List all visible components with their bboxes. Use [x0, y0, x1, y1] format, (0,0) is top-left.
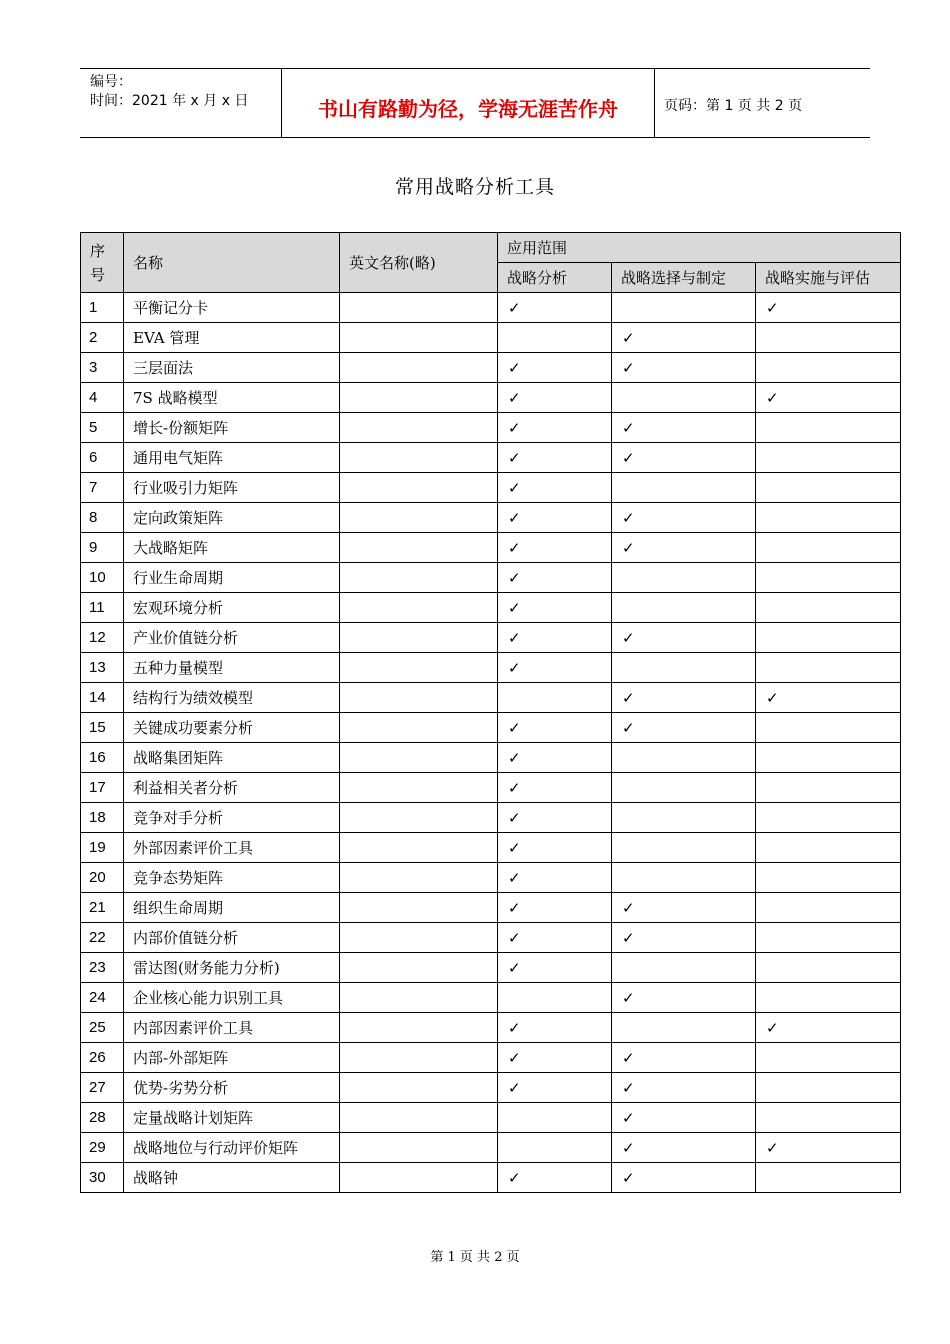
check-mark-icon: ✓ [508, 1048, 521, 1067]
row-check-implement [756, 713, 901, 743]
row-check-implement [756, 353, 901, 383]
row-check-choice [612, 473, 756, 503]
row-check-implement [756, 623, 901, 653]
row-check-analysis [498, 683, 612, 713]
table-row [81, 503, 901, 533]
row-check-implement [756, 1043, 901, 1073]
row-check-choice [612, 833, 756, 863]
row-name: 定向政策矩阵 [124, 503, 340, 533]
row-number: 12 [81, 623, 124, 653]
check-mark-icon: ✓ [508, 958, 521, 977]
check-mark-icon: ✓ [622, 538, 635, 557]
row-check-choice [612, 923, 756, 953]
row-check-analysis [498, 863, 612, 893]
row-english-name [340, 473, 498, 503]
check-mark-icon: ✓ [508, 508, 521, 527]
check-mark-icon: ✓ [508, 808, 521, 827]
row-name: EVA 管理 [124, 323, 340, 353]
check-mark-icon: ✓ [622, 718, 635, 737]
row-check-analysis [498, 923, 612, 953]
check-mark-icon: ✓ [622, 1108, 635, 1127]
row-check-implement [756, 893, 901, 923]
row-number: 20 [81, 863, 124, 893]
header-scope-implement: 战略实施与评估 [756, 263, 901, 293]
row-check-analysis [498, 803, 612, 833]
table-row [81, 683, 901, 713]
row-english-name [340, 1013, 498, 1043]
row-check-analysis [498, 413, 612, 443]
table-row [81, 863, 901, 893]
table-row [81, 983, 901, 1013]
row-english-name [340, 293, 498, 323]
row-check-choice [612, 413, 756, 443]
row-check-choice [612, 323, 756, 353]
row-check-analysis [498, 443, 612, 473]
table-row [81, 593, 901, 623]
row-english-name [340, 1073, 498, 1103]
table-row [81, 1043, 901, 1073]
row-english-name [340, 563, 498, 593]
row-check-choice [612, 383, 756, 413]
row-check-analysis [498, 473, 612, 503]
row-number: 3 [81, 353, 124, 383]
row-check-choice [612, 503, 756, 533]
check-mark-icon: ✓ [622, 928, 635, 947]
row-check-analysis [498, 1013, 612, 1043]
row-check-analysis [498, 1043, 612, 1073]
number-label: 编号： [90, 74, 132, 90]
time-label: 时间：2021 年 x 月 x 日 [90, 93, 249, 109]
row-english-name [340, 1103, 498, 1133]
row-check-implement [756, 1103, 901, 1133]
row-name: 内部-外部矩阵 [124, 1043, 340, 1073]
row-name: 企业核心能力识别工具 [124, 983, 340, 1013]
row-check-implement [756, 1133, 901, 1163]
row-english-name [340, 413, 498, 443]
check-mark-icon: ✓ [622, 988, 635, 1007]
table-row [81, 743, 901, 773]
row-number: 17 [81, 773, 124, 803]
row-check-choice [612, 623, 756, 653]
row-english-name [340, 983, 498, 1013]
row-check-choice [612, 1073, 756, 1103]
row-check-analysis [498, 323, 612, 353]
row-english-name [340, 503, 498, 533]
table-row [81, 563, 901, 593]
row-check-implement [756, 443, 901, 473]
table-row [81, 353, 901, 383]
row-check-choice [612, 293, 756, 323]
row-number: 30 [81, 1163, 124, 1193]
row-check-implement [756, 923, 901, 953]
row-check-implement [756, 1163, 901, 1193]
row-number: 2 [81, 323, 124, 353]
row-english-name [340, 893, 498, 923]
table-row [81, 1133, 901, 1163]
check-mark-icon: ✓ [508, 928, 521, 947]
row-check-implement [756, 653, 901, 683]
row-check-choice [612, 743, 756, 773]
row-number: 9 [81, 533, 124, 563]
row-check-implement [756, 533, 901, 563]
row-english-name [340, 653, 498, 683]
row-name: 行业吸引力矩阵 [124, 473, 340, 503]
row-name: 内部因素评价工具 [124, 1013, 340, 1043]
row-check-analysis [498, 953, 612, 983]
row-number: 15 [81, 713, 124, 743]
row-number: 11 [81, 593, 124, 623]
row-check-implement [756, 833, 901, 863]
check-mark-icon: ✓ [622, 1078, 635, 1097]
row-check-analysis [498, 383, 612, 413]
row-number: 25 [81, 1013, 124, 1043]
row-check-implement [756, 953, 901, 983]
row-number: 4 [81, 383, 124, 413]
row-check-analysis [498, 833, 612, 863]
row-check-analysis [498, 773, 612, 803]
row-check-implement [756, 683, 901, 713]
row-check-analysis [498, 893, 612, 923]
row-number: 22 [81, 923, 124, 953]
check-mark-icon: ✓ [622, 508, 635, 527]
check-mark-icon: ✓ [508, 778, 521, 797]
check-mark-icon: ✓ [508, 748, 521, 767]
row-number: 10 [81, 563, 124, 593]
table-row [81, 653, 901, 683]
row-check-analysis [498, 563, 612, 593]
row-check-analysis [498, 1103, 612, 1133]
row-name: 战略地位与行动评价矩阵 [124, 1133, 340, 1163]
row-check-analysis [498, 353, 612, 383]
row-name: 竞争对手分析 [124, 803, 340, 833]
row-english-name [340, 923, 498, 953]
row-number: 1 [81, 293, 124, 323]
row-name: 定量战略计划矩阵 [124, 1103, 340, 1133]
row-check-implement [756, 803, 901, 833]
row-english-name [340, 833, 498, 863]
row-check-implement [756, 1073, 901, 1103]
row-name: 宏观环境分析 [124, 593, 340, 623]
row-name: 平衡记分卡 [124, 293, 340, 323]
row-check-implement [756, 383, 901, 413]
row-name: 通用电气矩阵 [124, 443, 340, 473]
row-number: 14 [81, 683, 124, 713]
header-name: 名称 [124, 233, 340, 293]
check-mark-icon: ✓ [766, 298, 779, 317]
row-check-choice [612, 563, 756, 593]
check-mark-icon: ✓ [622, 418, 635, 437]
row-number: 23 [81, 953, 124, 983]
row-name: 战略集团矩阵 [124, 743, 340, 773]
row-number: 18 [81, 803, 124, 833]
row-name: 雷达图(财务能力分析) [124, 953, 340, 983]
row-number: 28 [81, 1103, 124, 1133]
row-english-name [340, 593, 498, 623]
table-header-row [81, 233, 901, 263]
table-row [81, 323, 901, 353]
row-number: 21 [81, 893, 124, 923]
row-english-name [340, 743, 498, 773]
motto-text: 书山有路勤为径，学海无涯苦作舟 [318, 97, 618, 121]
table-row [81, 713, 901, 743]
row-check-choice [612, 1043, 756, 1073]
check-mark-icon: ✓ [508, 598, 521, 617]
row-english-name [340, 623, 498, 653]
row-name: 三层面法 [124, 353, 340, 383]
row-check-implement [756, 293, 901, 323]
row-check-choice [612, 803, 756, 833]
row-name: 内部价值链分析 [124, 923, 340, 953]
header-english: 英文名称(略) [340, 233, 498, 293]
table-row [81, 443, 901, 473]
header-scope-choice: 战略选择与制定 [612, 263, 756, 293]
row-check-choice [612, 863, 756, 893]
check-mark-icon: ✓ [508, 628, 521, 647]
row-check-choice [612, 443, 756, 473]
row-check-analysis [498, 1073, 612, 1103]
check-mark-icon: ✓ [508, 1078, 521, 1097]
table-row [81, 533, 901, 563]
check-mark-icon: ✓ [508, 718, 521, 737]
row-english-name [340, 863, 498, 893]
row-name: 组织生命周期 [124, 893, 340, 923]
row-english-name [340, 443, 498, 473]
row-check-choice [612, 1163, 756, 1193]
check-mark-icon: ✓ [766, 1138, 779, 1157]
check-mark-icon: ✓ [622, 1138, 635, 1157]
row-english-name [340, 773, 498, 803]
row-name: 优势-劣势分析 [124, 1073, 340, 1103]
table-row [81, 1103, 901, 1133]
check-mark-icon: ✓ [622, 448, 635, 467]
row-name: 外部因素评价工具 [124, 833, 340, 863]
row-check-choice [612, 353, 756, 383]
row-english-name [340, 383, 498, 413]
row-number: 8 [81, 503, 124, 533]
header-scope: 应用范围 [498, 233, 901, 263]
row-check-implement [756, 863, 901, 893]
row-check-choice [612, 1013, 756, 1043]
row-number: 13 [81, 653, 124, 683]
check-mark-icon: ✓ [508, 568, 521, 587]
document-title: 常用战略分析工具 [394, 176, 555, 198]
row-english-name [340, 533, 498, 563]
row-number: 27 [81, 1073, 124, 1103]
table-row [81, 1073, 901, 1103]
row-check-choice [612, 533, 756, 563]
row-check-implement [756, 1013, 901, 1043]
table-row [81, 893, 901, 923]
row-check-choice [612, 773, 756, 803]
header-motto-cell [282, 69, 655, 137]
row-number: 5 [81, 413, 124, 443]
check-mark-icon: ✓ [622, 358, 635, 377]
strategy-tools-table [80, 232, 901, 1193]
table-row [81, 473, 901, 503]
row-check-analysis [498, 593, 612, 623]
row-number: 16 [81, 743, 124, 773]
row-name: 五种力量模型 [124, 653, 340, 683]
row-check-analysis [498, 1163, 612, 1193]
row-name: 竞争态势矩阵 [124, 863, 340, 893]
row-check-choice [612, 1133, 756, 1163]
row-check-analysis [498, 533, 612, 563]
check-mark-icon: ✓ [622, 898, 635, 917]
table-row [81, 773, 901, 803]
row-name: 结构行为绩效模型 [124, 683, 340, 713]
row-name: 行业生命周期 [124, 563, 340, 593]
check-mark-icon: ✓ [508, 358, 521, 377]
row-name: 大战略矩阵 [124, 533, 340, 563]
check-mark-icon: ✓ [508, 1168, 521, 1187]
check-mark-icon: ✓ [508, 478, 521, 497]
row-check-implement [756, 413, 901, 443]
row-number: 24 [81, 983, 124, 1013]
header-seq-line2: 号 [90, 265, 106, 284]
check-mark-icon: ✓ [622, 1168, 635, 1187]
header-seq-line1: 序 [90, 241, 106, 260]
row-check-choice [612, 1103, 756, 1133]
row-check-choice [612, 893, 756, 923]
row-english-name [340, 953, 498, 983]
check-mark-icon: ✓ [508, 658, 521, 677]
check-mark-icon: ✓ [622, 628, 635, 647]
row-english-name [340, 683, 498, 713]
check-mark-icon: ✓ [766, 1018, 779, 1037]
row-name: 利益相关者分析 [124, 773, 340, 803]
row-check-choice [612, 683, 756, 713]
row-english-name [340, 1043, 498, 1073]
row-check-implement [756, 503, 901, 533]
row-number: 7 [81, 473, 124, 503]
row-check-choice [612, 653, 756, 683]
check-mark-icon: ✓ [508, 868, 521, 887]
row-check-analysis [498, 983, 612, 1013]
table-row [81, 413, 901, 443]
document-header [80, 68, 870, 138]
table-row [81, 623, 901, 653]
row-check-analysis [498, 743, 612, 773]
check-mark-icon: ✓ [508, 898, 521, 917]
row-check-implement [756, 563, 901, 593]
check-mark-icon: ✓ [508, 538, 521, 557]
row-check-analysis [498, 293, 612, 323]
row-english-name [340, 1163, 498, 1193]
table-row [81, 923, 901, 953]
header-page-cell [655, 69, 870, 137]
check-mark-icon: ✓ [766, 688, 779, 707]
row-number: 6 [81, 443, 124, 473]
row-name: 战略钟 [124, 1163, 340, 1193]
row-check-implement [756, 743, 901, 773]
table-row [81, 293, 901, 323]
row-check-implement [756, 593, 901, 623]
check-mark-icon: ✓ [622, 328, 635, 347]
check-mark-icon: ✓ [508, 1018, 521, 1037]
row-check-implement [756, 323, 901, 353]
row-check-implement [756, 773, 901, 803]
row-check-choice [612, 983, 756, 1013]
row-check-implement [756, 473, 901, 503]
table-row [81, 803, 901, 833]
header-seq [81, 233, 124, 293]
row-number: 19 [81, 833, 124, 863]
row-english-name [340, 353, 498, 383]
table-row [81, 953, 901, 983]
row-check-analysis [498, 713, 612, 743]
check-mark-icon: ✓ [508, 448, 521, 467]
header-meta-cell [80, 69, 282, 137]
row-check-analysis [498, 653, 612, 683]
row-name: 增长-份额矩阵 [124, 413, 340, 443]
row-english-name [340, 1133, 498, 1163]
table-row [81, 1013, 901, 1043]
row-name: 产业价值链分析 [124, 623, 340, 653]
check-mark-icon: ✓ [622, 1048, 635, 1067]
check-mark-icon: ✓ [508, 418, 521, 437]
page-footer: 第 1 页 共 2 页 [430, 1250, 520, 1265]
row-number: 26 [81, 1043, 124, 1073]
table-row [81, 833, 901, 863]
check-mark-icon: ✓ [508, 298, 521, 317]
row-name: 7S 战略模型 [124, 383, 340, 413]
row-english-name [340, 803, 498, 833]
row-check-analysis [498, 503, 612, 533]
check-mark-icon: ✓ [508, 838, 521, 857]
row-english-name [340, 323, 498, 353]
row-english-name [340, 713, 498, 743]
page-label: 页码：第 1 页 共 2 页 [664, 98, 803, 114]
table-row [81, 383, 901, 413]
row-check-implement [756, 983, 901, 1013]
row-check-choice [612, 593, 756, 623]
row-number: 29 [81, 1133, 124, 1163]
row-check-choice [612, 713, 756, 743]
check-mark-icon: ✓ [508, 388, 521, 407]
table-row [81, 1163, 901, 1193]
row-check-choice [612, 953, 756, 983]
check-mark-icon: ✓ [622, 688, 635, 707]
check-mark-icon: ✓ [766, 388, 779, 407]
row-check-analysis [498, 623, 612, 653]
row-name: 关键成功要素分析 [124, 713, 340, 743]
row-check-analysis [498, 1133, 612, 1163]
header-scope-analysis: 战略分析 [498, 263, 612, 293]
